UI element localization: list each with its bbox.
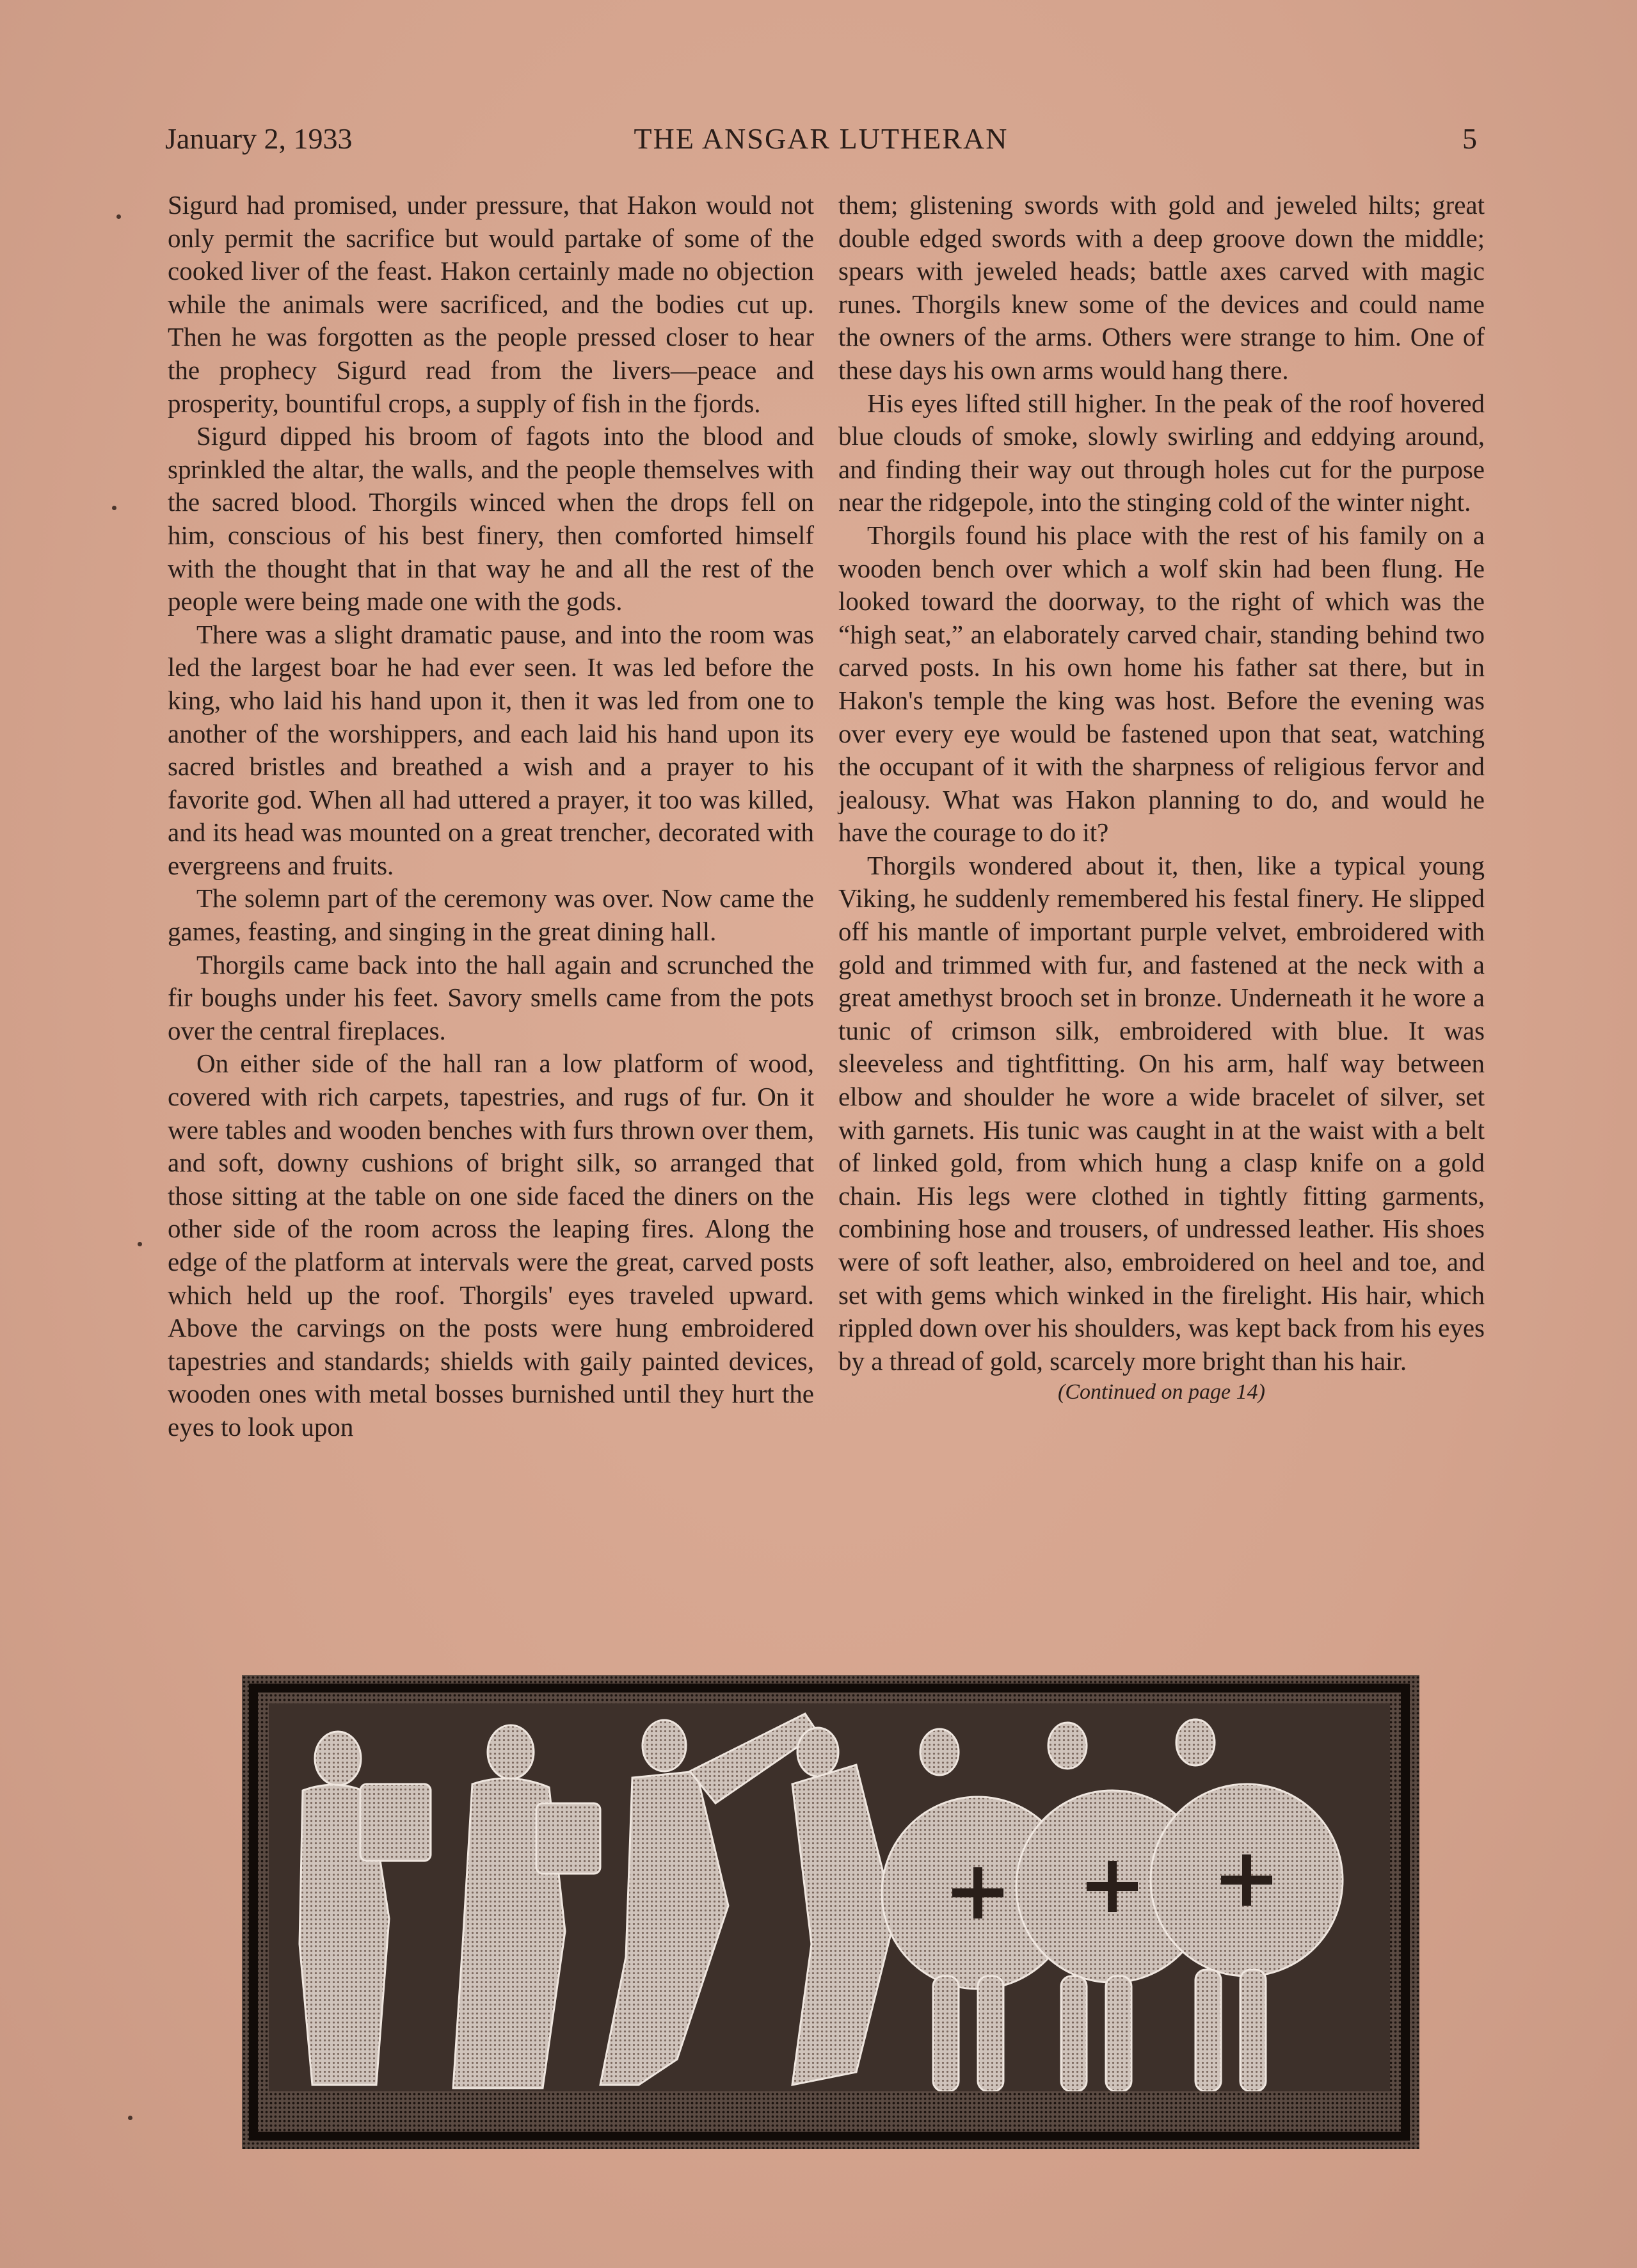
paper-speck: [116, 214, 121, 219]
paper-speck: [128, 2116, 132, 2120]
continued-note: (Continued on page 14): [1058, 1380, 1265, 1404]
article-column-left: [168, 189, 814, 1444]
article-column-right: [838, 189, 1485, 1407]
paragraph: Thorgils found his place with the rest of his family on a wooden bench over which a wolf skin had been flung. He looked toward the doorway, to the right of which was the “high seat,” an elaborately carved chair, standing behind two carved posts. In his own home his father sat there, but in Hakon's temple the king was host. Before the evening was over every eye would be fastened upon that seat, watching the occupant of it with the sharpness of religious fervor and jealousy. What was Hakon planning to do, and would he have the courage to do it?: [838, 520, 1485, 848]
paragraph: His eyes lifted still higher. In the peak of the roof hovered blue clouds of smoke, slowly swirling and eddying around, and finding their way out through holes cut for the purpose near the ridgepole, into the stinging cold of the winter night.: [838, 388, 1485, 517]
paper-speck: [112, 506, 116, 510]
page-number: 5: [1462, 122, 1477, 155]
relief-carving-illustration: [242, 1675, 1419, 2149]
paper-speck: [138, 1242, 142, 1246]
paragraph: them; glistening swords with gold and jeweled hilts; great double edged swords with a deep groove down the middle; spears with jeweled heads; battle axes carved with magic runes. Thorgils knew some of the devices and could name the owners of the arms. Others were strange to him. One of these days his own arms would hang there.: [838, 190, 1485, 385]
paragraph: There was a slight dramatic pause, and into the room was led the largest boar he had ever seen. It was led before the king, who laid his hand upon it, then it was led from one to another of the worshippers, and each laid his hand upon its sacred bristles and breathed a wish and a prayer to his favorite god. When all had uttered a prayer, it too was killed, and its head was mounted on a great trencher, decorated with evergreens and fruits.: [168, 619, 814, 880]
publication-title: THE ANSGAR LUTHERAN: [634, 122, 1009, 155]
halftone-image: [242, 1675, 1419, 2149]
running-header: [165, 122, 1477, 166]
paragraph: The solemn part of the ceremony was over. Now came the games, feasting, and singing in the great dining hall.: [168, 883, 814, 947]
issue-date: January 2, 1933: [165, 122, 353, 155]
paragraph: Thorgils came back into the hall again and scrunched the fir boughs under his feet. Savory smells came from the pots over the central fireplaces.: [168, 949, 814, 1045]
paragraph: Sigurd dipped his broom of fagots into the blood and sprinkled the altar, the walls, and the people themselves with the sacred blood. Thorgils winced when the drops fell on him, conscious of his best finery, then comforted himself with the thought that in that way he and all the rest of the people were being made one with the gods.: [168, 421, 814, 616]
paragraph: Sigurd had promised, under pressure, that Hakon would not only permit the sacrifice but would partake of some of the cooked liver of the feast. Hakon certainly made no objection while the animals were sacrificed, and the bodies cut up. Then he was forgotten as the people pressed closer to hear the prophecy Sigurd read from the livers—peace and prosperity, bountiful crops, a supply of fish in the fjords.: [168, 190, 814, 418]
paragraph: Thorgils wondered about it, then, like a typical young Viking, he suddenly remembered his festal finery. He slipped off his mantle of important purple velvet, embroidered with gold and trimmed with fur, and fastened at the neck with a great amethyst brooch set in bronze. Underneath it he wore a tunic of crimson silk, embroidered with blue. It was sleeveless and tightfitting. On his arm, half way between elbow and shoulder he wore a wide bracelet of silver, set with garnets. His tunic was caught in at the waist with a belt of linked gold, from which hung a clasp knife on a gold chain. His legs were clothed in tightly fitting garments, combining hose and trousers, of undressed leather. His shoes were of soft leather, also, embroidered on heel and toe, and set with gems which winked in the firelight. His hair, which rippled down over his shoulders, was kept back from his eyes by a thread of gold, scarcely more bright than his hair.: [838, 850, 1485, 1376]
paragraph: On either side of the hall ran a low platform of wood, covered with rich carpets, tapestries, and rugs of fur. On it were tables and wooden benches with furs thrown over them, and soft, downy cushions of bright silk, so arranged that those sitting at the table on one side faced the diners on the other side of the room across the leaping fires. Along the edge of the platform at intervals were the great, carved posts which held up the roof. Thorgils' eyes traveled upward. Above the carvings on the posts were hung embroidered tapestries and standards; shields with gaily painted devices, wooden ones with metal bosses burnished until they hurt the eyes to look upon: [168, 1049, 814, 1442]
